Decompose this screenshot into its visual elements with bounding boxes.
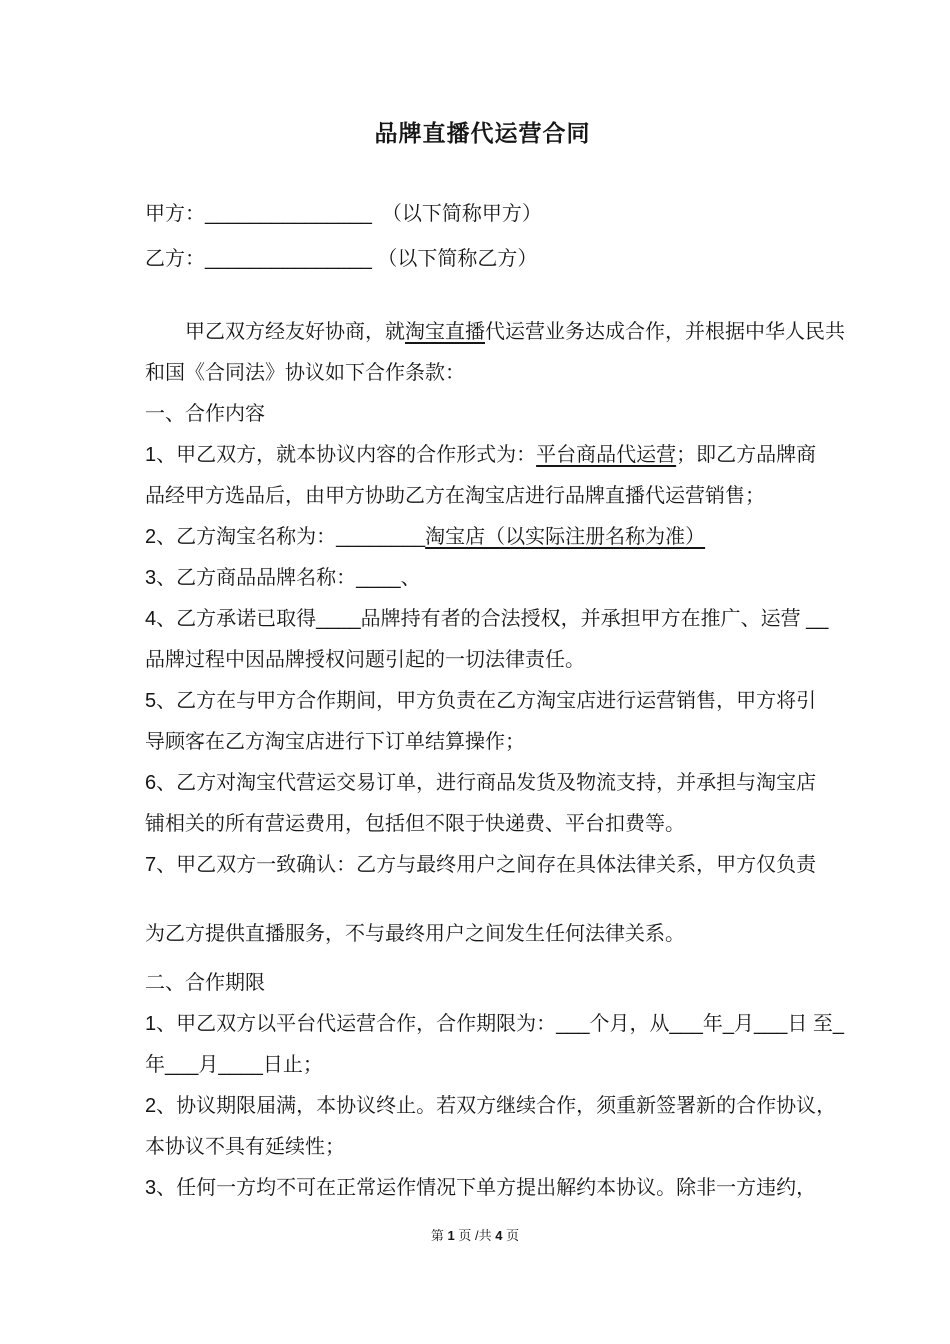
text-segment: 2、协议期限届满，本协议终止。若双方继续合作，须重新签署新的合作协议， [145,1095,837,1117]
text-segment: 页 [502,1228,520,1243]
section-2-item-3 [145,1168,820,1209]
blank-line: ________ [336,526,426,548]
party-b-line [145,237,820,282]
section-2-item-2-line-1 [145,1086,837,1127]
text-segment: 品牌过程中因品牌授权问题引起的一切法律责任。 [145,649,585,671]
text-segment: 一、合作内容 [145,403,265,425]
underlined-text: 淘宝店（以实际注册名称为准） [425,526,706,548]
text-segment: 乙方： [145,248,205,270]
section-2-item-1-line-1 [145,1004,845,1045]
text-segment: 年___月____日止； [145,1054,323,1076]
text-segment: 3、任何一方均不可在正常运作情况下单方提出解约本协议。除非一方违约， [145,1177,817,1199]
section-1-item-6-line-2 [145,804,820,845]
underlined-text: 淘宝直播 [405,321,485,343]
text-segment: 1、甲乙双方，就本协议内容的合作形式为： [145,444,537,466]
text-segment: 5、乙方在与甲方合作期间，甲方负责在乙方淘宝店进行运营销售，甲方将引 [145,690,817,712]
text-segment: 7、甲乙双方一致确认：乙方与最终用户之间存在具体法律关系，甲方仅负责 [145,854,817,876]
section-1-item-4-line-2 [145,640,820,681]
text-segment: 本协议不具有延续性； [145,1136,345,1158]
text-segment: （以下简称甲方） [371,203,542,225]
blank-line: _______________ [205,248,372,270]
underlined-text: 平台商品代运营 [536,444,677,466]
section-1-heading [145,394,820,435]
text-segment: 和国《合同法》协议如下合作条款： [145,362,465,384]
section-2-heading [145,963,820,1004]
blank-line: _______________ [205,203,372,225]
section-2-item-2-line-2 [145,1127,820,1168]
text-segment: 代运营业务达成合作，并根据中华人民共 [485,321,845,343]
section-1-item-5-line-2 [145,722,820,763]
text-segment: 二、合作期限 [145,972,265,994]
section-1-item-1-line-1 [145,435,820,476]
text-segment: 页 /共 [454,1228,496,1243]
text-segment: 2、乙方淘宝名称为： [145,526,337,548]
section-2-item-1-line-2 [145,1045,820,1086]
section-1-item-7-line-2 [145,914,820,955]
text-segment: 1、甲乙双方以平台代运营合作，合作期限为：___个月，从___年_月___日 至_ [145,1013,845,1035]
text-segment: 为乙方提供直播服务，不与最终用户之间发生任何法律关系。 [145,923,685,945]
text-segment: 甲乙双方经友好协商，就 [185,321,405,343]
section-1-item-6-line-1 [145,763,820,804]
text-segment: （以下简称乙方） [371,248,538,270]
text-segment: 品经甲方选品后，由甲方协助乙方在淘宝店进行品牌直播代运营销售； [145,485,765,507]
text-segment: 6、乙方对淘宝代营运交易订单，进行商品发货及物流支持，并承担与淘宝店 [145,772,817,794]
text-segment: 4 [495,1228,503,1243]
section-1-item-7-line-1 [145,845,820,886]
section-1-item-2 [145,517,820,558]
intro-paragraph-line-2 [145,353,820,394]
text-segment: 铺相关的所有营运费用，包括但不限于快递费、平台扣费等。 [145,813,685,835]
text-segment: 4、乙方承诺已取得____品牌持有者的合法授权，并承担甲方在推广、运营 __ [145,608,829,630]
section-1-item-1-line-2 [145,476,820,517]
text-segment: 第 [430,1228,448,1243]
text-segment: 甲方： [145,203,205,225]
section-1-item-5-line-1 [145,681,820,722]
text-segment: 导顾客在乙方淘宝店进行下订单结算操作； [145,731,525,753]
text-segment: 3、乙方商品品牌名称：____、 [145,567,421,589]
party-a-line [145,192,820,237]
document-title: 品牌直播代运营合同 [374,120,591,146]
page-number [0,1228,950,1244]
intro-paragraph-line-1 [145,312,845,353]
section-1-item-4-line-1 [145,599,829,640]
text-segment: 1 [447,1228,455,1243]
section-1-item-3 [145,558,820,599]
text-segment: ；即乙方品牌商 [676,444,817,466]
